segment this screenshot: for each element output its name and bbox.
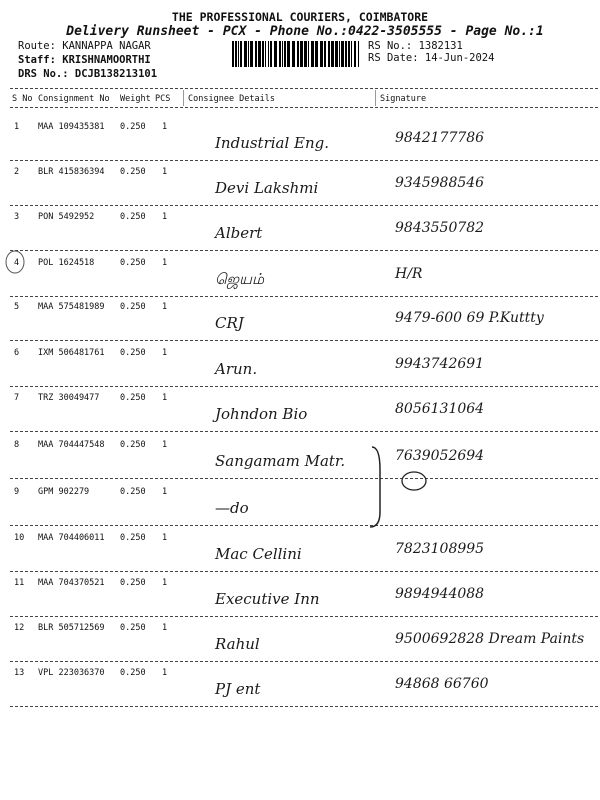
row-signature-handwritten: 9345988546 — [395, 175, 485, 191]
row-consignment-no: MAA 575481989 — [38, 302, 105, 312]
row-consignee-handwritten: Johndon Bio — [215, 405, 308, 423]
row-sno: 9 — [14, 487, 20, 497]
runsheet-title: Delivery Runsheet - PCX - Phone No.:0422-3505555 - Page No.:1 — [66, 24, 544, 39]
row-consignee-handwritten: ஜெயம் — [215, 270, 265, 288]
drs-label: DRS No.: DCJB138213101 — [18, 68, 158, 80]
row-pcs: 1 — [162, 302, 168, 312]
row-weight: 0.250 — [120, 393, 146, 403]
row-signature-handwritten: 9842177786 — [395, 130, 485, 146]
barcode-bar — [270, 41, 272, 67]
row-separator — [10, 431, 598, 432]
barcode-bar — [308, 41, 309, 67]
row-pcs: 1 — [162, 122, 168, 132]
barcode-bar — [339, 41, 340, 67]
row-consignee-handwritten: PJ ent — [215, 680, 261, 698]
row-consignee-handwritten: Industrial Eng. — [215, 134, 330, 152]
row-sno: 7 — [14, 393, 20, 403]
barcode-bar — [287, 41, 290, 67]
row-weight: 0.250 — [120, 668, 146, 678]
row-separator — [10, 386, 598, 387]
barcode-bar — [258, 41, 261, 67]
row-pcs: 1 — [162, 393, 168, 403]
row-weight: 0.250 — [120, 258, 146, 268]
barcode-bar — [262, 41, 264, 67]
row-separator — [10, 478, 598, 479]
row-consignment-no: MAA 704406011 — [38, 533, 105, 543]
row-sno: 6 — [14, 348, 20, 358]
row-signature-handwritten: 9479-600 69 P.Kuttty — [395, 310, 544, 326]
row-consignment-no: BLR 415836394 — [38, 167, 105, 177]
row-separator — [10, 661, 598, 662]
barcode-image — [232, 41, 362, 67]
barcode-bar — [345, 41, 347, 67]
row-signature-handwritten: 94868 66760 — [395, 676, 489, 692]
row-consignee-handwritten: Albert — [215, 224, 263, 242]
row-consignee-handwritten: CRJ — [215, 314, 244, 332]
barcode-bar — [304, 41, 307, 67]
row-consignment-no: IXM 506481761 — [38, 348, 105, 358]
row-consignee-handwritten: —do — [215, 499, 249, 517]
row-sno: 13 — [14, 668, 25, 678]
barcode-bar — [292, 41, 295, 67]
row-sno: 2 — [14, 167, 20, 177]
barcode-bar — [328, 41, 330, 67]
row-weight: 0.250 — [120, 578, 146, 588]
header-divider — [375, 90, 376, 106]
header-bottom-rule — [10, 107, 598, 108]
barcode-bar — [255, 41, 257, 67]
row-separator — [10, 571, 598, 572]
barcode-bar — [315, 41, 318, 67]
row-consignment-no: BLR 505712569 — [38, 623, 105, 633]
row-pcs: 1 — [162, 578, 168, 588]
barcode-bar — [311, 41, 314, 67]
barcode-bar — [279, 41, 281, 67]
row-weight: 0.250 — [120, 623, 146, 633]
rs-date: RS Date: 14-Jun-2024 — [368, 52, 495, 64]
header-divider — [183, 90, 184, 106]
company-title: THE PROFESSIONAL COURIERS, COIMBATORE — [171, 10, 429, 24]
row-pcs: 1 — [162, 212, 168, 222]
row-signature-handwritten: 9843550782 — [395, 220, 485, 236]
row-sno: 5 — [14, 302, 20, 312]
barcode-bar — [354, 41, 356, 67]
row-separator — [10, 340, 598, 341]
barcode-bar — [324, 41, 326, 67]
row-signature-handwritten: 7639052694 — [395, 448, 485, 464]
row-consignee-handwritten: Executive Inn — [215, 590, 320, 608]
row-weight: 0.250 — [120, 212, 146, 222]
col-header-consignee: Consignee Details — [188, 94, 275, 104]
row-pcs: 1 — [162, 440, 168, 450]
barcode-bar — [240, 41, 242, 67]
barcode-bar — [265, 41, 266, 67]
row-consignee-handwritten: Sangamam Matr. — [215, 452, 346, 470]
row-pcs: 1 — [162, 167, 168, 177]
row-consignment-no: MAA 704447548 — [38, 440, 105, 450]
row-consignment-no: MAA 704370521 — [38, 578, 105, 588]
barcode-bar — [232, 41, 234, 67]
row-consignee-handwritten: Devi Lakshmi — [215, 179, 319, 197]
row-weight: 0.250 — [120, 487, 146, 497]
row-signature-handwritten: 9894944088 — [395, 586, 485, 602]
barcode-bar — [238, 41, 239, 67]
barcode-bar — [284, 41, 286, 67]
row-weight: 0.250 — [120, 440, 146, 450]
row-pcs: 1 — [162, 487, 168, 497]
row-consignment-no: POL 1624518 — [38, 258, 95, 268]
row-pcs: 1 — [162, 348, 168, 358]
barcode-bar — [331, 41, 334, 67]
row-separator — [10, 706, 598, 707]
row-signature-handwritten: 9943742691 — [395, 356, 485, 372]
barcode-bar — [268, 41, 269, 67]
row-signature-handwritten: 7823108995 — [395, 541, 485, 557]
row-signature-handwritten: 9500692828 Dream Paints — [395, 631, 585, 647]
row-separator — [10, 205, 598, 206]
col-header-pcs: PCS — [155, 94, 171, 104]
col-header-consignment: Consignment No — [38, 94, 110, 104]
row-consignee-handwritten: Arun. — [215, 360, 258, 378]
route-label: Route: KANNAPPA NAGAR — [18, 40, 151, 52]
row-pcs: 1 — [162, 668, 168, 678]
row-sno: 1 — [14, 122, 20, 132]
barcode-bar — [235, 41, 237, 67]
barcode-bar — [320, 41, 323, 67]
row-consignee-handwritten: Mac Cellini — [215, 545, 302, 563]
col-header-weight: Weight — [120, 94, 151, 104]
row-separator — [10, 296, 598, 297]
barcode-bar — [297, 41, 299, 67]
barcode-bar — [341, 41, 344, 67]
row-sno: 10 — [14, 533, 25, 543]
row-sno: 3 — [14, 212, 20, 222]
row-weight: 0.250 — [120, 122, 146, 132]
col-header-sno: S No — [12, 94, 33, 104]
row-signature-handwritten: 8056131064 — [395, 401, 485, 417]
staff-label: Staff: KRISHNAMOORTHI — [18, 54, 151, 66]
row-sno: 12 — [14, 623, 25, 633]
row-pcs: 1 — [162, 533, 168, 543]
row-consignment-no: TRZ 30049477 — [38, 393, 100, 403]
barcode-bar — [244, 41, 247, 67]
barcode-bar — [351, 41, 352, 67]
row-separator — [10, 616, 598, 617]
barcode-bar — [358, 41, 359, 67]
barcode-bar — [335, 41, 338, 67]
header-top-rule — [10, 88, 598, 89]
barcode-bar — [250, 41, 253, 67]
row-pcs: 1 — [162, 258, 168, 268]
row-consignment-no: GPM 902279 — [38, 487, 90, 497]
barcode-bar — [248, 41, 249, 67]
row-consignee-handwritten: Rahul — [215, 635, 260, 653]
row-weight: 0.250 — [120, 533, 146, 543]
rs-number: RS No.: 1382131 — [368, 40, 463, 52]
row-pcs: 1 — [162, 623, 168, 633]
row-consignment-no: PON 5492952 — [38, 212, 95, 222]
row-separator — [10, 250, 598, 251]
col-header-signature: Signature — [380, 94, 427, 104]
barcode-bar — [282, 41, 283, 67]
row-separator — [10, 160, 598, 161]
barcode-bar — [274, 41, 277, 67]
row-consignment-no: VPL 223036370 — [38, 668, 105, 678]
row-sno: 11 — [14, 578, 25, 588]
row-signature-handwritten: H/R — [395, 266, 423, 282]
row-sno: 4 — [14, 258, 20, 268]
row-weight: 0.250 — [120, 302, 146, 312]
barcode-bar — [300, 41, 303, 67]
row-weight: 0.250 — [120, 348, 146, 358]
barcode-bar — [348, 41, 350, 67]
row-weight: 0.250 — [120, 167, 146, 177]
row-separator — [10, 525, 598, 526]
row-sno: 8 — [14, 440, 20, 450]
row-consignment-no: MAA 109435381 — [38, 122, 105, 132]
